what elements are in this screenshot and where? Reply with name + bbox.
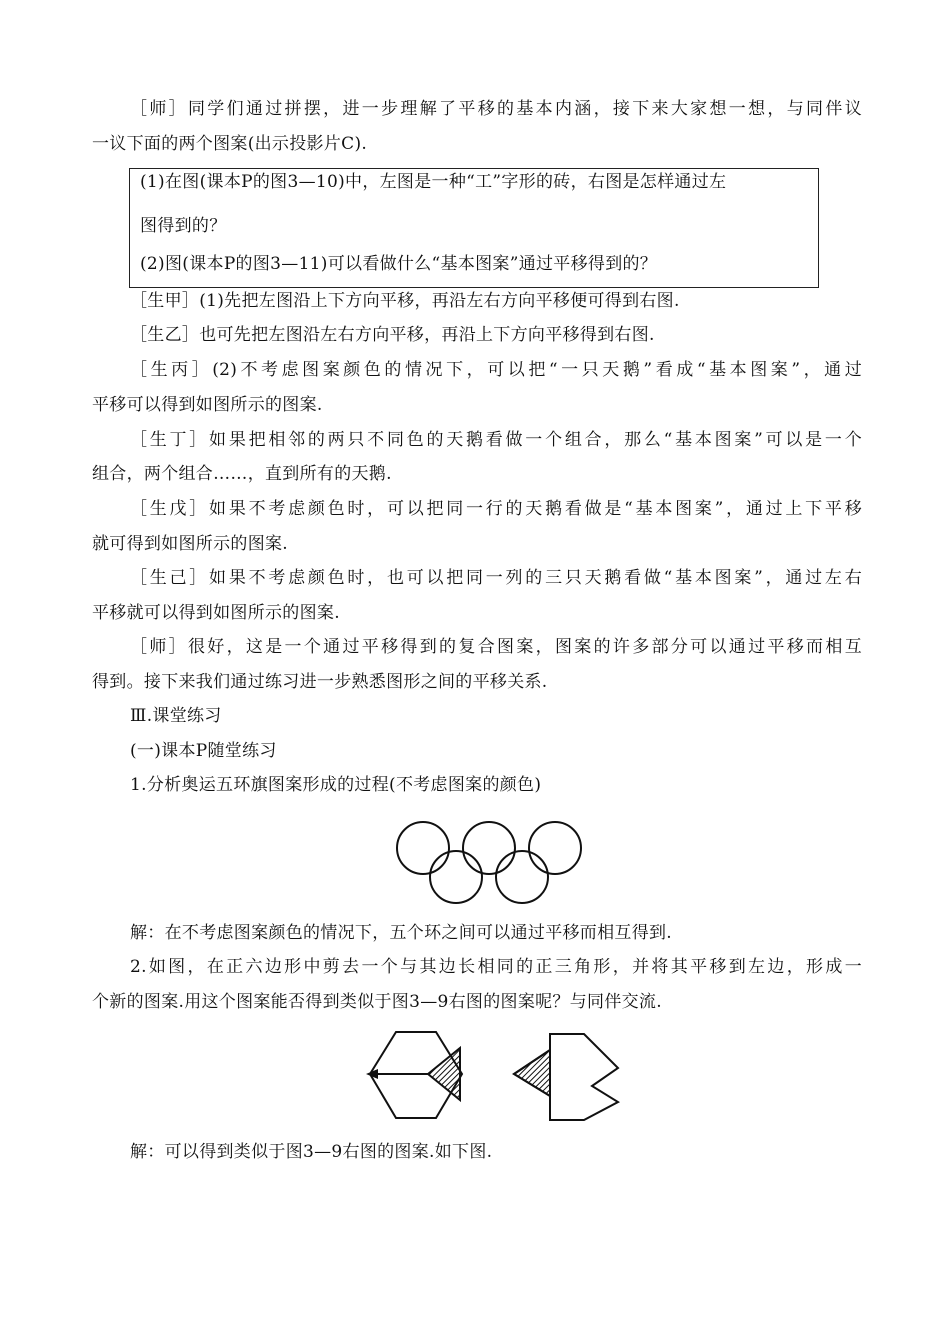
question-box (129, 168, 819, 288)
student-ding-line-2: 组合，两个组合……，直到所有的天鹅. (92, 464, 392, 484)
student-yi: ［生乙］也可先把左图沿左右方向平移，再沿上下方向平移得到右图. (130, 325, 655, 345)
exercise-1: 1.分析奥运五环旗图案形成的过程(不考虑图案的颜色) (130, 775, 542, 795)
right-shaded-triangle (514, 1050, 550, 1096)
ring-top-left (397, 822, 449, 874)
student-bing-line-2: 平移可以得到如图所示的图案. (92, 395, 323, 415)
left-shaded-triangle (428, 1048, 460, 1100)
question-1-line-2: 图得到的？ (140, 216, 227, 236)
student-ji-line-1: ［生己］如果不考虑颜色时，也可以把同一列的三只天鹅看做“基本图案”，通过左右 (130, 568, 862, 588)
hexagon-translation-figure (360, 1030, 630, 1125)
subsection-heading: (一)课本P随堂练习 (130, 741, 277, 761)
answer-2: 解：可以得到类似于图3—9右图的图案.如下图. (130, 1142, 493, 1162)
question-1-line-1: (1)在图(课本P的图3—10)中，左图是一种“工”字形的砖，右图是怎样通过左 (140, 172, 727, 192)
teacher-paragraph-line-2: 一议下面的两个图案(出示投影片C). (92, 134, 368, 154)
section-heading: Ⅲ.课堂练习 (130, 706, 222, 726)
answer-1: 解：在不考虑图案颜色的情况下，五个环之间可以通过平移而相互得到. (130, 923, 673, 943)
student-ding-line-1: ［生丁］如果把相邻的两只不同色的天鹅看做一个组合，那么“基本图案”可以是一个 (130, 430, 862, 450)
student-jia: ［生甲］(1)先把左图沿上下方向平移，再沿左右方向平移便可得到右图. (130, 291, 680, 311)
student-wu-line-2: 就可得到如图所示的图案. (92, 534, 289, 554)
teacher-paragraph-line-1: ［师］同学们通过拼摆，进一步理解了平移的基本内涵，接下来大家想一想，与同伴议 (130, 99, 862, 119)
olympic-rings-figure (390, 815, 590, 910)
ring-top-middle (463, 822, 515, 874)
teacher-summary-line-1: ［师］很好，这是一个通过平移得到的复合图案，图案的许多部分可以通过平移而相互 (130, 637, 862, 657)
student-wu-line-1: ［生戊］如果不考虑颜色时，可以把同一行的天鹅看做是“基本图案”，通过上下平移 (130, 499, 862, 519)
exercise-2-line-2: 个新的图案.用这个图案能否得到类似于图3—9右图的图案呢？与同伴交流. (92, 992, 662, 1012)
student-bing-line-1: ［生丙］(2)不考虑图案颜色的情况下，可以把“一只天鹅”看成“基本图案”，通过 (130, 360, 862, 380)
ring-top-right (529, 822, 581, 874)
student-ji-line-2: 平移就可以得到如图所示的图案. (92, 603, 340, 623)
exercise-2-line-1: 2.如图，在正六边形中剪去一个与其边长相同的正三角形，并将其平移到左边，形成一 (130, 957, 862, 977)
ring-bottom-left (430, 851, 482, 903)
question-2: (2)图(课本P的图3—11)可以看做什么“基本图案”通过平移得到的？ (140, 254, 658, 274)
teacher-summary-line-2: 得到。接下来我们通过练习进一步熟悉图形之间的平移关系. (92, 672, 548, 692)
ring-bottom-right (496, 851, 548, 903)
